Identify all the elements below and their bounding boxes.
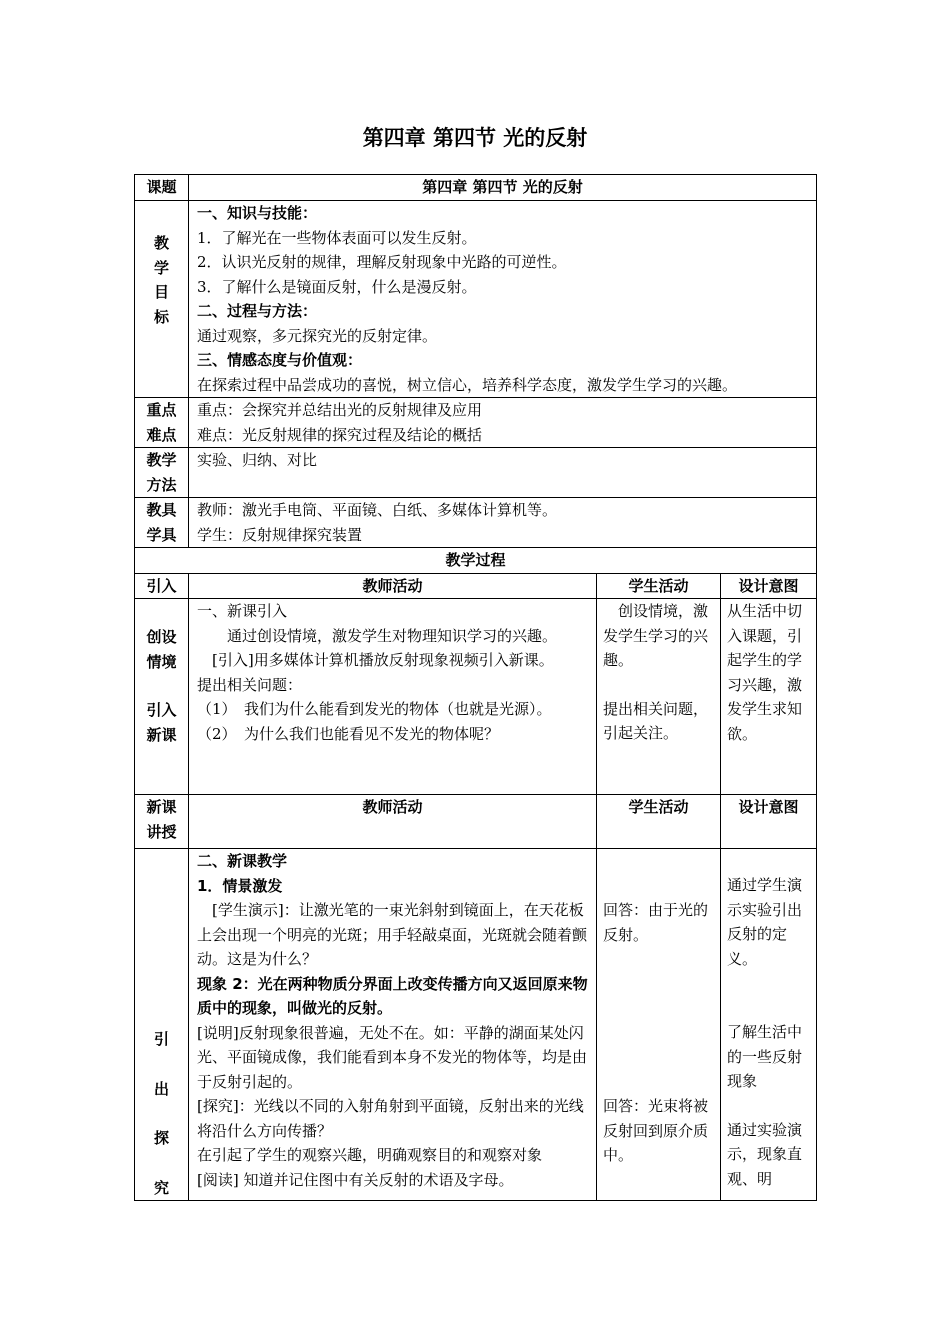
new-lesson-design-intent: 通过学生演示实验引出反射的定义。 了解生活中的一些反射现象 通过实验演示，现象直观、明 xyxy=(721,849,817,1201)
key-points-label: 重点 难点 xyxy=(135,398,189,448)
topic-label: 课题 xyxy=(135,175,189,201)
intro-col-label: 引入 xyxy=(135,573,189,599)
intro-student-activity: 创设情境，激发学生学习的兴趣。 提出相关问题，引起关注。 xyxy=(597,599,721,795)
tools-label: 教具 学具 xyxy=(135,498,189,548)
intro-teacher-activity: 一、新课引入 通过创设情境，激发学生对物理知识学习的兴趣。 [引入]用多媒体计算机播放反射现象视频引入新课。 提出相关问题： （1） 我们为什么能看到发光的物体（也就是光源）。 （2） 为什么我们也能看见不发光的物体呢？ xyxy=(189,599,597,795)
student-activity-header: 学生活动 xyxy=(597,573,721,599)
teacher-activity-header: 教师活动 xyxy=(189,573,597,599)
lesson-plan-table xyxy=(134,174,816,1201)
teacher-activity-header-2: 教师活动 xyxy=(189,795,597,849)
objectives-label: 教 学 目 标 xyxy=(135,201,189,398)
student-activity-header-2: 学生活动 xyxy=(597,795,721,849)
topic-value: 第四章 第四节 光的反射 xyxy=(189,175,817,201)
new-lesson-label: 新课 讲授 xyxy=(135,795,189,849)
new-lesson-teacher-activity: 二、新课教学 1．情景激发 [学生演示]：让激光笔的一束光斜射到镜面上，在天花板上会出现一个明亮的光斑；用手轻敲桌面，光斑就会随着颤动。这是为什么？ 现象 2：光在两种物质分界面上改变传播方向又返回原来物质中的现象，叫做光的反射。 [说明]反射现象很普遍，无处不在。如：平静的湖面某处闪光、平面镜成像，我们能看到本身不发光的物体等，均是由于反射引起的。 [探究]：光线以不同的入射角射到平面镜，反射出来的光线将沿什么方向传播？ 在引起了学生的观察兴趣，明确观察目的和观察对象 [阅读] 知道并记住图中有关反射的术语及字母。 xyxy=(189,849,597,1201)
page-title: 第四章 第四节 光的反射 xyxy=(362,126,588,150)
explore-label: 引 出 探 究 xyxy=(135,849,189,1201)
knowledge-item: 1．了解光在一些物体表面可以发生反射。 xyxy=(197,228,477,247)
tools-content xyxy=(189,498,817,548)
process-heading: 二、过程与方法： xyxy=(197,302,318,320)
knowledge-heading: 一、知识与技能： xyxy=(197,204,318,222)
teacher-tools: 教师：激光手电筒、平面镜、白纸、多媒体计算机等。 xyxy=(197,501,558,519)
student-tools: 学生：反射规律探究装置 xyxy=(197,525,363,544)
process-title: 教学过程 xyxy=(135,548,817,574)
objectives-content xyxy=(189,201,817,398)
key-points-content xyxy=(189,398,817,448)
process-text: 通过观察，多元探究光的反射定律。 xyxy=(197,326,438,345)
intro-design-intent: 从生活中切入课题，引起学生的学习兴趣，激发学生求知欲。 xyxy=(721,599,817,795)
emotion-heading: 三、情感态度与价值观： xyxy=(197,351,363,369)
difficult-point: 难点：光反射规律的探究过程及结论的概括 xyxy=(197,425,483,444)
new-lesson-student-activity: 回答：由于光的反射。 回答：光束将被反射回到原介质中。 xyxy=(597,849,721,1201)
intro-label: 创设 情境 引入 新课 xyxy=(135,599,189,795)
design-intent-header-2: 设计意图 xyxy=(721,795,817,849)
emotion-text: 在探索过程中品尝成功的喜悦，树立信心，培养科学态度，激发学生学习的兴趣。 xyxy=(197,375,738,394)
methods-value: 实验、归纳、对比 xyxy=(189,448,817,498)
key-point: 重点：会探究并总结出光的反射规律及应用 xyxy=(197,401,483,419)
knowledge-item: 2．认识光反射的规律，理解反射现象中光路的可逆性。 xyxy=(197,253,567,271)
knowledge-item: 3．了解什么是镜面反射，什么是漫反射。 xyxy=(197,277,477,296)
methods-label: 教学 方法 xyxy=(135,448,189,498)
design-intent-header: 设计意图 xyxy=(721,573,817,599)
